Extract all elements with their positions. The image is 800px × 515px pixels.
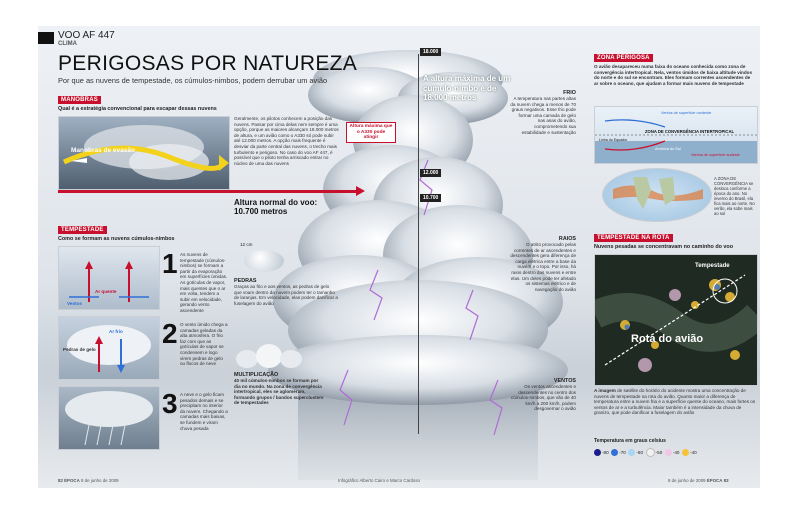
page-subtitle: Por que as nuvens de tempestade, os cúmulos-nimbos, podem derrubar um avião: [58, 76, 328, 85]
zone-label: ZONA DE CONVERGÊNCIA INTERTROPICAL: [645, 129, 735, 134]
magazine-spread: [38, 26, 760, 488]
winds-label: Ventos: [67, 301, 83, 306]
flight-arrow-icon: [356, 186, 365, 196]
frio-text: A temperatura nas partes altas da nuvem chega a menos de 70 graus negativos. Esse frio pode formar uma camada de gelo nas asas do avião, comprometendo sua estabilidade e sustentação: [510, 96, 576, 135]
manobras-tag: MANOBRAS: [58, 96, 101, 104]
south-winds-label: Ventos de superfície sudeste: [691, 153, 740, 157]
subsection-label: CLIMA: [58, 41, 77, 47]
legend-item: -40: [665, 450, 680, 455]
footer-credits: Infográfico Alberto Cairo e Marco Cardoso: [338, 478, 420, 483]
satellite-image: [594, 254, 758, 386]
rota-tag: TEMPESTADE NA ROTA: [594, 234, 673, 242]
zona-tag: ZONA PERIGOSA: [594, 54, 653, 62]
legend-item: -80: [594, 450, 609, 455]
step3-text: A neve e o gelo ficam pesados demais e se precipitam no interior da nuvem. Chegando a camadas mais baixas, se fundem e viram chuva pesada: [180, 392, 228, 431]
tempestade-tag: TEMPESTADE: [58, 226, 107, 234]
zona-text: O avião desapareceu numa faixa do oceano conhecida como zona de convergência intertropical. Nela, ventos úmidos de baixa altitude vindos do norte e do sul se encontram. Eles formam correntes ascendentes de ar sobre o oceano, que ajudam a formar mais nuvens de tempestade: [594, 64, 753, 86]
right-magazine-name: ÉPOCA: [706, 478, 723, 483]
step1-number: 1: [162, 248, 178, 279]
north-winds-label: Ventos de superfície nordeste: [661, 111, 712, 115]
world-note: A ZONA DE CONVERGÊNCIA se desloca conforme a época do ano. No inverno do Brasil, ela fica mais ao norte. No verão, ela sobe mais ao sul: [714, 176, 755, 216]
footer-right: [668, 478, 729, 483]
legend-item: -40: [682, 450, 697, 455]
ventos-text: Os ventos ascendentes e descendentes no centro dos cúmulos-nimbos, que vão de 40 km/h a 200 km/h, podem desgovernar o avião: [510, 384, 576, 412]
manobras-photo: [58, 116, 230, 190]
legend-title: Temperatura em graus celsius: [594, 438, 666, 444]
step1-diagram: [58, 246, 160, 310]
legend-item: -50: [646, 450, 663, 455]
step3-number: 3: [162, 388, 178, 419]
route-label: Rota do avião: [631, 333, 704, 345]
rota-caption: [594, 388, 756, 416]
multiplicacao-block: [234, 372, 324, 406]
altitude-scale: [418, 54, 419, 434]
intro-text: Geralmente, os pilotos conhecem a posição das nuvens. Passar por cima delas nem sempre é uma opção, porque as maiores alcançam 18.000 metros de altura, e um avião como o A330 só pode subir até 12.000 metros. A opção mais frequente é desviar da parte central das nuvens, o trecho mais turbulento e perigoso. No caso do voo AF 447, é possível que o piloto tenha arriscado entrar no núcleo de uma das nuvens: [234, 116, 339, 166]
legend-item: -60: [628, 450, 643, 455]
frio-title: FRIO: [563, 90, 576, 96]
frio-block: [510, 90, 576, 135]
right-date: 8 de junho de 2009: [668, 478, 706, 483]
raios-title: RAIOS: [558, 236, 576, 242]
normal-altitude-label: Altura normal do voo: 10.700 metros: [234, 198, 318, 216]
cloud-top-label: A altura máxima de um cúmulo-nimbo é de 18.000 metros: [423, 74, 511, 102]
hailstone-illustration: [238, 242, 288, 276]
pedras-block: [234, 278, 338, 306]
ice-label: Pedras de gelo: [63, 347, 96, 352]
step1-text: As nuvens de tempestade (cúmulos-nimbos) se formam a partir da evaporação em superfícies úmidas. As gotículas de vapor, mais quentes que o ar em volta, tendem a subir em velocidade, gerando vento ascendente: [180, 252, 228, 313]
left-magazine-name: ÉPOCA: [64, 478, 80, 483]
ventos-block: [510, 378, 576, 412]
south-america-label: América do Sul: [655, 147, 681, 151]
rota-heading: Nuvens pesadas se concentravam no caminho do voo: [594, 244, 734, 250]
step3-diagram: [58, 386, 160, 450]
multiplication-clouds: [236, 344, 306, 370]
rota-caption-text: de satélite do horário do acidente mostra uma concentração de nuvens de tempestade na rota do avião. Quanto maior a diferença de temperatura entre a nuvem fria e a superfície quente do oceano, mais fortes os ventos de ar e a turbulência. Maior também é a intensidade da chuva de granizo, que pode danificar a fuselagem do avião: [594, 388, 756, 416]
tempestade-heading: Como se formam as nuvens cúmulos-nimbos: [58, 236, 175, 242]
flight-path-line: [58, 190, 358, 193]
altitude-10700: 10.700: [420, 194, 441, 202]
page-title: PERIGOSAS POR NATUREZA: [58, 52, 358, 75]
left-date: 8 de junho de 2009: [80, 478, 119, 483]
legend-item: -70: [611, 450, 626, 455]
footer-left: [58, 478, 119, 483]
max-altitude-box: Altura máxima que o A330 pode atingir: [346, 122, 396, 143]
right-page-number: 83: [723, 478, 729, 483]
manobras-heading: Qual é a estratégia convencional para escapar dessas nuvens: [58, 106, 217, 112]
multiplicacao-text: 40 mil cúmulos-nimbos se formam por dia no mundo. Na zona de convergência intertropical, eles se aglomeram, formando grupos / bandos superclusters de tempestades: [234, 378, 324, 406]
section-label: VOO AF 447: [58, 30, 115, 41]
temperature-legend: [594, 448, 697, 457]
hailstone-icon: [244, 250, 284, 272]
step2-text: O vento úmido chega a camadas geladas da alta atmosfera. O frio faz com que as gotículas de vapor se condensem e logo virem pedras de gelo ou flocos de neve: [180, 322, 228, 367]
equator-label: Linha do Equador: [599, 138, 628, 142]
cold-air-label: Ar frio: [109, 329, 123, 334]
pedras-text: Graças ao frio e aos ventos, as pedras de gelo que voam dentro da nuvem podem ter o tamanho de laranjas. Em velocidade, elas podem danificar a fuselagem do avião: [234, 284, 338, 306]
section-marker: [38, 32, 54, 44]
hailstone-size: 12 cm: [240, 242, 253, 247]
left-page-number: 82: [58, 478, 63, 483]
altitude-18000: 18.000: [420, 48, 441, 56]
pedras-title: PEDRAS: [234, 278, 257, 284]
step2-number: 2: [162, 318, 178, 349]
ventos-title: VENTOS: [553, 378, 576, 384]
storm-label: Tempestade: [695, 263, 730, 269]
multiplicacao-title: MULTIPLICAÇÃO: [234, 372, 279, 378]
raios-block: [510, 236, 576, 292]
convergence-diagram: [594, 106, 758, 164]
evasion-label: Manobras de evasão: [71, 147, 135, 154]
altitude-12000: 12.000: [420, 169, 441, 177]
step2-diagram: [58, 316, 160, 380]
world-map: [602, 168, 712, 222]
rota-caption-bold: A imagem: [594, 388, 616, 393]
warm-air-label: Ar quente: [95, 289, 117, 294]
raios-text: O atrito provocado pelas correntes de ar ascendentes e descendentes gera diferença de carga elétrica entre a base da nuvem e o topo. Por isso, há raios dentro das nuvens e entre elas. Um deles pode ter afetado os sistemas elétrico e de navegação do avião: [510, 242, 576, 292]
